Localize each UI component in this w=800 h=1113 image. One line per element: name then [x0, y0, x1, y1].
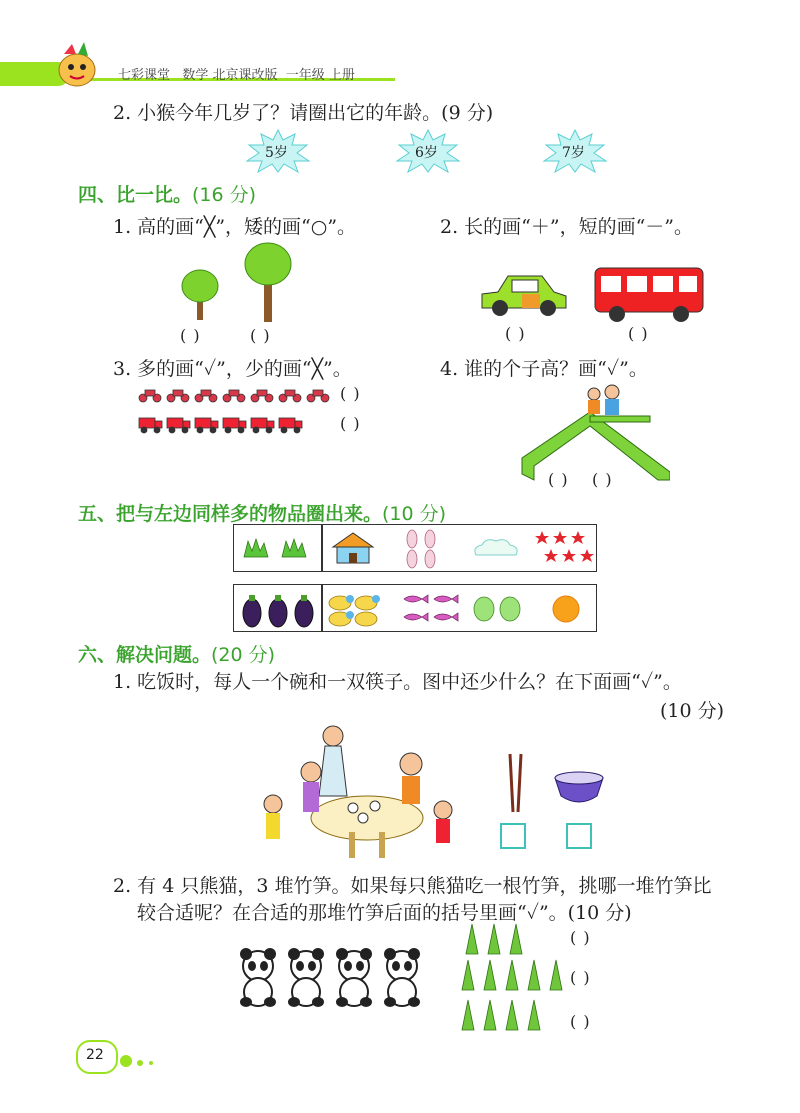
mother-icon [319, 726, 347, 796]
bamboo-pile-5-answer[interactable]: ( ) [570, 968, 591, 987]
footer-dot-large [120, 1055, 132, 1067]
cabbage-icon[interactable] [472, 593, 526, 623]
chopsticks-icon [505, 752, 527, 814]
child1-icon [301, 762, 321, 812]
bamboo-pile-3-answer[interactable]: ( ) [570, 928, 591, 947]
short-tree-answer[interactable]: ( ) [180, 326, 201, 345]
car-icon [478, 268, 570, 318]
house-icon[interactable] [329, 531, 377, 565]
s4-item3: 3. 多的画“✓”，少的画“╳”。 [113, 358, 352, 380]
bowl-checkbox[interactable] [566, 823, 592, 849]
s6-item1: 1. 吃饭时，每人一个碗和一双筷子。图中还少什么？在下面画“✓”。 [113, 671, 682, 693]
s4-item1: 1. 高的画“╳”，矮的画“○”。 [113, 216, 357, 238]
age-option-6-label: 6岁 [415, 145, 438, 161]
s4-item4: 4. 谁的个子高？画“✓”。 [440, 358, 648, 380]
match-row-eggplant [233, 584, 597, 632]
truck-answer[interactable]: ( ) [340, 414, 361, 433]
clouds-icon[interactable] [470, 535, 522, 561]
tall-tree-answer[interactable]: ( ) [250, 326, 271, 345]
match-row-grass [233, 524, 597, 572]
car-answer[interactable]: ( ) [505, 324, 526, 343]
bus-answer[interactable]: ( ) [628, 324, 649, 343]
section-4-heading: 四、比一比。 [78, 184, 193, 206]
section-5-points: (10 分) [382, 503, 447, 525]
kid-right-answer[interactable]: ( ) [592, 470, 613, 489]
question-monkey-age: 2. 小猴今年几岁了？请圈出它的年龄。(9 分) [113, 102, 494, 124]
s6-item1-points: (10 分) [660, 700, 725, 722]
motorcycle-answer[interactable]: ( ) [340, 384, 361, 403]
bus-icon [593, 264, 705, 324]
bamboo-pile-3 [462, 922, 528, 956]
section-5-heading: 五、把与左边同样多的物品圈出来。 [78, 503, 383, 525]
sun-icon[interactable] [550, 593, 582, 625]
s4-item2: 2. 长的画“＋”，短的画“－”。 [440, 216, 694, 238]
truck-row [138, 414, 308, 434]
bowl-icon [553, 768, 605, 810]
slide-kids-illustration [520, 382, 670, 482]
age-option-5-label: 5岁 [265, 145, 288, 161]
bamboo-pile-4-answer[interactable]: ( ) [570, 1012, 591, 1031]
section-4-title [78, 180, 256, 207]
s6-item2-line2: 较合适呢？在合适的那堆竹笋后面的括号里画“✓”。(10 分) [137, 902, 632, 924]
fish-icon[interactable] [402, 591, 464, 627]
kid-left-answer[interactable]: ( ) [548, 470, 569, 489]
section-6-title [78, 640, 275, 667]
truck-icons [138, 414, 308, 434]
age-option-7-label: 7岁 [562, 145, 585, 161]
short-tree-icon [180, 268, 220, 320]
s6-item2-line1: 2. 有 4 只熊猫，3 堆竹笋。如果每只熊猫吃一根竹笋，挑哪一堆竹笋比 [113, 875, 712, 897]
eggplant-icon [240, 589, 318, 629]
child2-icon [264, 795, 282, 839]
bamboo-pile-5 [458, 958, 568, 992]
section-4-points: (16 分) [192, 184, 257, 206]
panda-icon [240, 948, 420, 1007]
grass-icon [242, 537, 314, 561]
kid-left-icon [588, 388, 600, 414]
section-5-title [78, 499, 446, 526]
stars-icon[interactable] [534, 529, 594, 567]
pandas-illustration [238, 946, 420, 1010]
bamboo-pile-4 [458, 998, 546, 1032]
footer-dot-mid [137, 1060, 143, 1066]
ducks-icon[interactable] [326, 589, 386, 629]
footer-dot-small [149, 1061, 153, 1065]
chopsticks-checkbox[interactable] [500, 823, 526, 849]
section-6-points: (20 分) [211, 644, 276, 666]
section-6-heading: 六、解决问题。 [78, 644, 212, 666]
page-number: 22 [86, 1047, 104, 1063]
tall-tree-icon [243, 242, 293, 322]
book-title: 七彩课堂 数学 北京课改版 一年级 上册 [118, 68, 355, 83]
motorcycle-icons [138, 384, 334, 404]
dinner-table-illustration [255, 722, 465, 862]
child3-icon [400, 753, 422, 804]
kid-right-icon [605, 385, 619, 415]
mascot-icon [52, 40, 102, 90]
child4-icon [434, 801, 452, 843]
rabbits-icon[interactable] [402, 527, 442, 569]
motorcycle-row [138, 384, 334, 404]
